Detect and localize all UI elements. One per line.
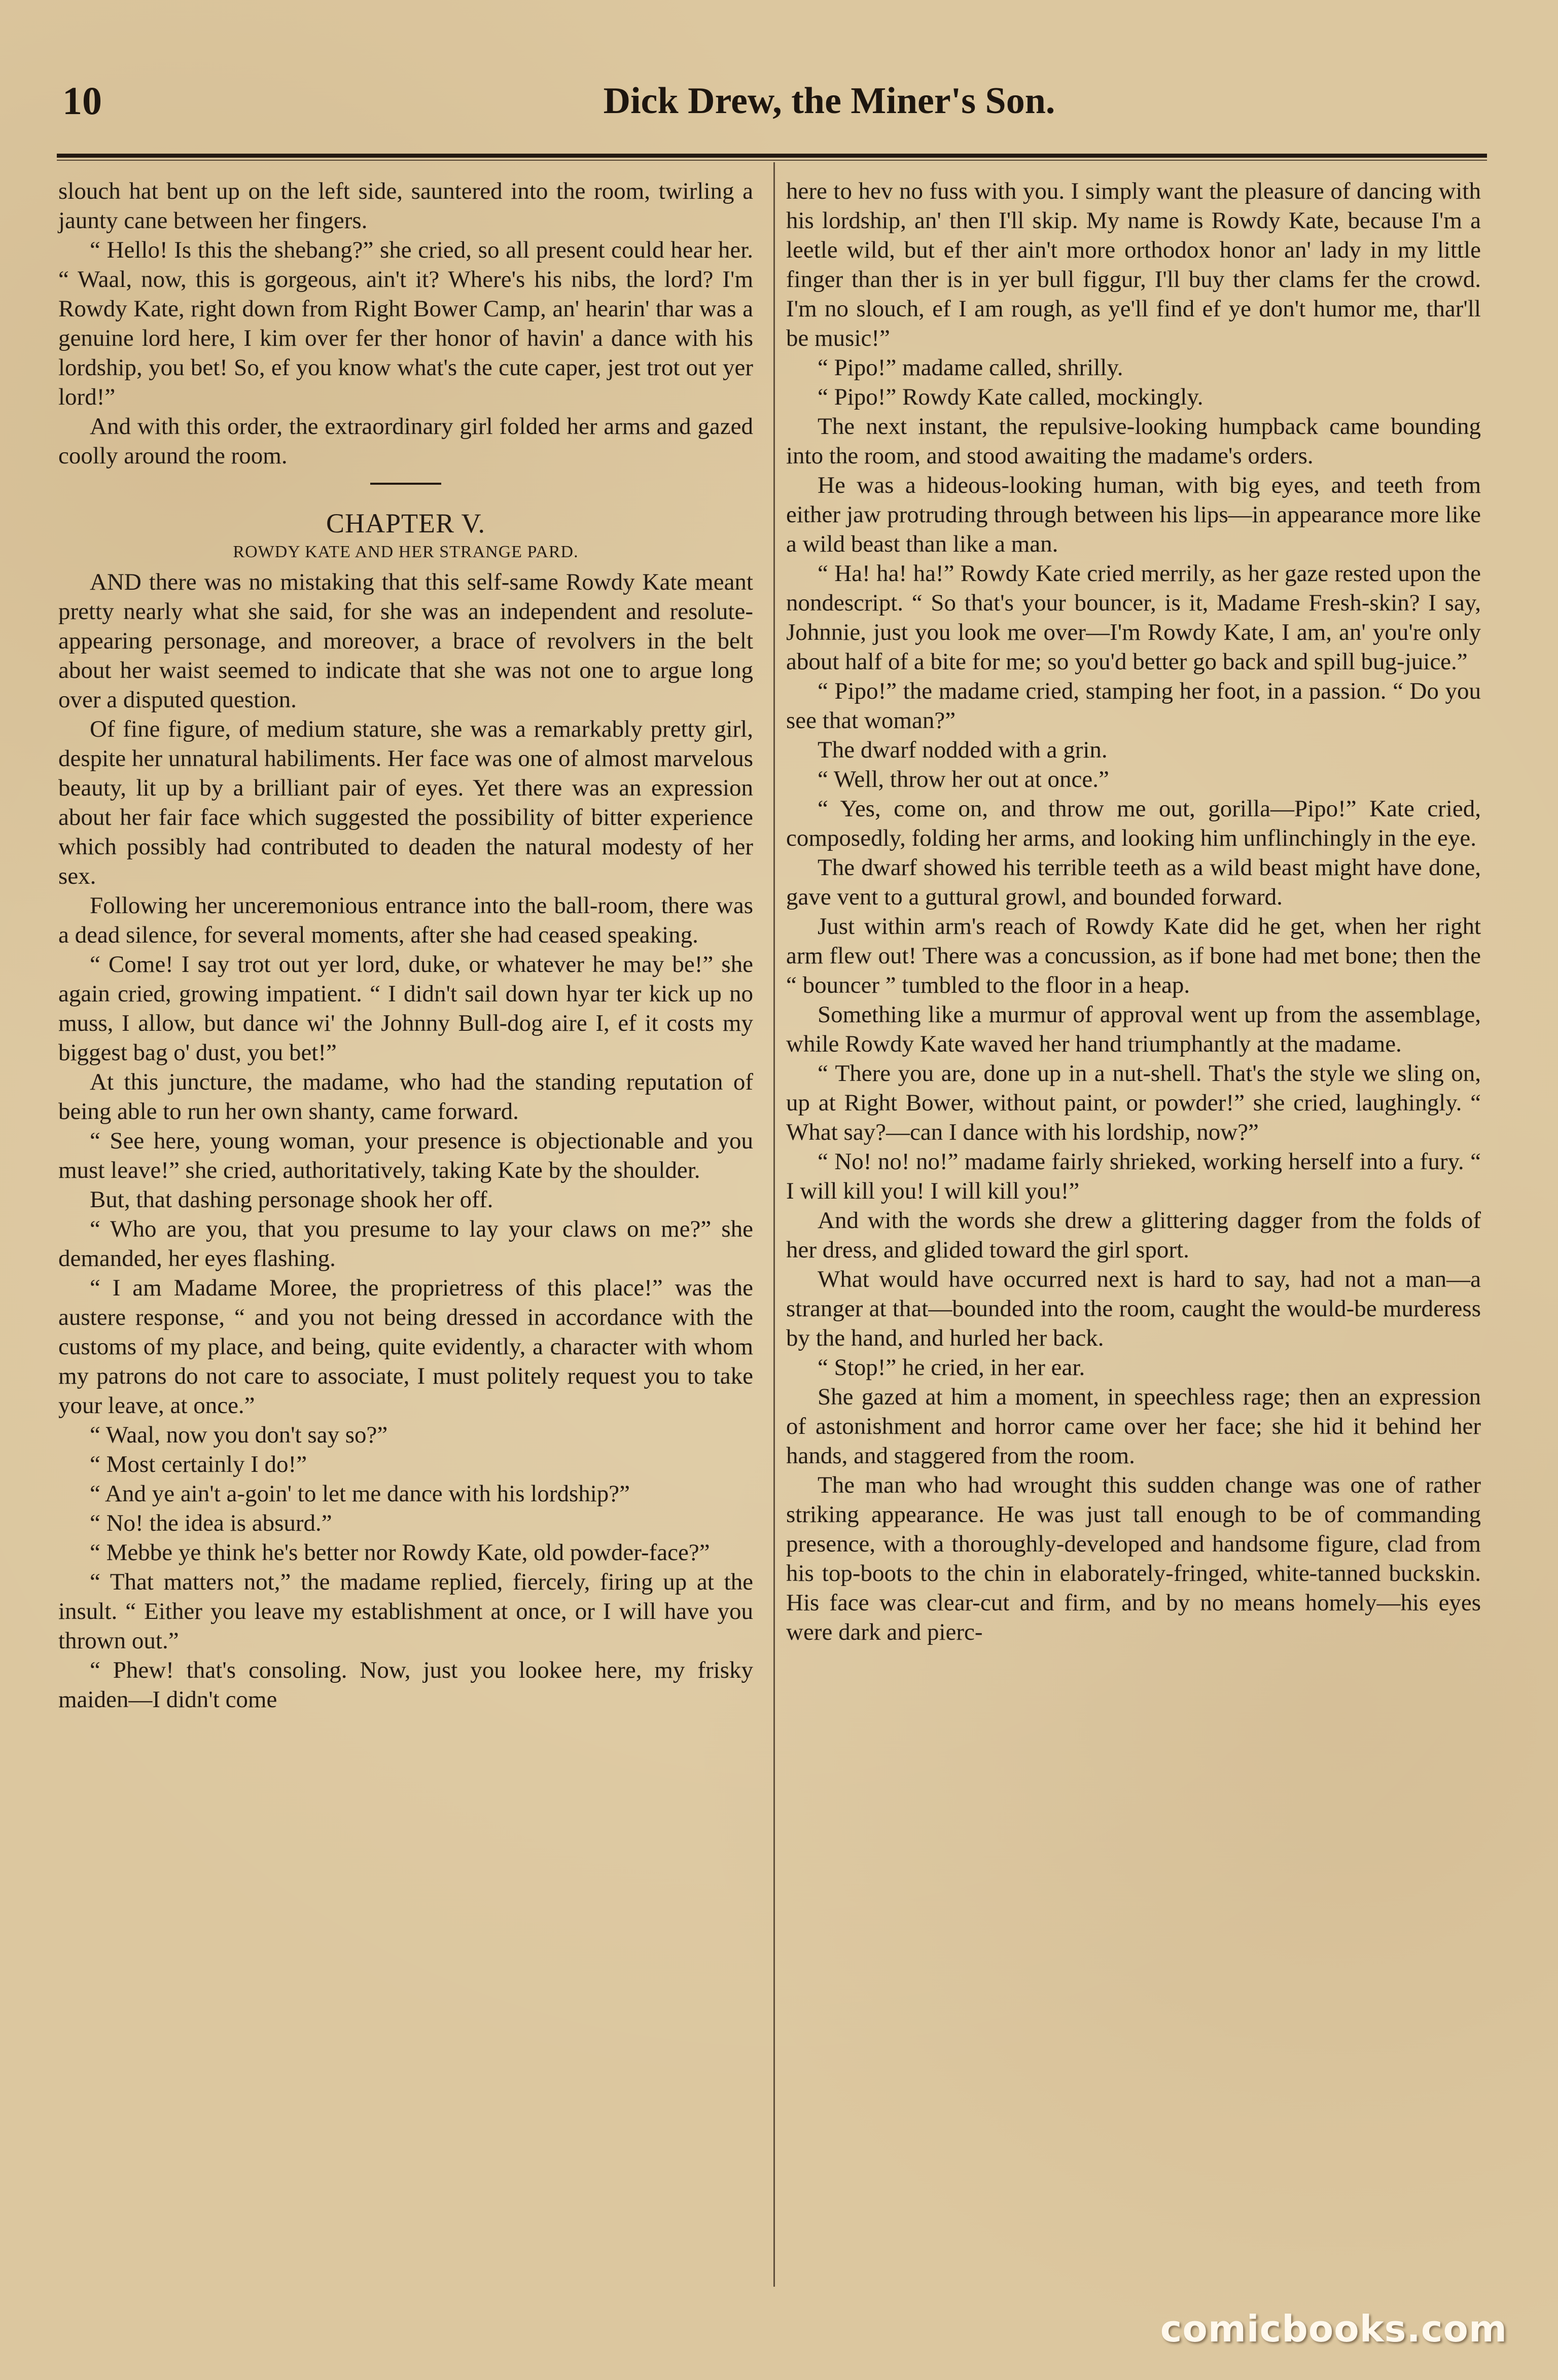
left-paragraph-16: “ No! the idea is absurd.” xyxy=(90,1510,332,1536)
left-paragraph-9: “ See here, young woman, your presence is objectionable and you must leave!” she cried, authoritatively, taking Kate by the shoulder. xyxy=(58,1128,753,1183)
right-paragraph-2: “ Pipo!” madame called, shrilly. xyxy=(818,354,1123,381)
right-paragraph-9: “ Well, throw her out at once.” xyxy=(818,766,1109,792)
right-paragraph-4: The next instant, the repulsive-looking humpback came bounding into the room, and stood awaiting the madame's orders. xyxy=(786,413,1481,469)
left-paragraph-11: “ Who are you, that you presume to lay your claws on me?” she demanded, her eyes flashing. xyxy=(58,1216,753,1272)
right-paragraph-7: “ Pipo!” the madame cried, stamping her foot, in a passion. “ Do you see that woman?” xyxy=(786,678,1481,734)
right-paragraph-12: Just within arm's reach of Rowdy Kate did he get, when her right arm flew out! There was a concussion, as if bone had met bone; then the “ bouncer ” tumbled to the floor in a heap. xyxy=(786,913,1481,998)
right-text-column xyxy=(786,176,1481,1647)
right-paragraph-13: Something like a murmur of approval went up from the assemblage, while Rowdy Kate waved her hand triumphantly at the madame. xyxy=(786,1001,1481,1057)
right-paragraph-19: She gazed at him a moment, in speechless rage; then an expression of astonishment and horror came over her face; she hid it behind her hands, and staggered from the room. xyxy=(786,1384,1481,1469)
header-rule xyxy=(57,154,1487,163)
right-paragraph-3: “ Pipo!” Rowdy Kate called, mockingly. xyxy=(818,384,1203,410)
left-paragraph-3: And with this order, the extraordinary girl folded her arms and gazed coolly around the room. xyxy=(58,413,753,469)
header-rule-thick xyxy=(57,154,1487,158)
left-paragraph-6: Following her unceremonious entrance into the ball-room, there was a dead silence, for several moments, after she had ceased speaking. xyxy=(58,892,753,948)
right-paragraph-8: The dwarf nodded with a grin. xyxy=(818,737,1108,763)
right-paragraph-1: here to hev no fuss with you. I simply want the pleasure of dancing with his lordship, an' then I'll skip. My name is Rowdy Kate, because I'm a leetle wild, but ef ther ain't more orthodox honor an' lady in my little finger than ther is in yer bull figgur, I'll buy ther clams fer the crowd. I'm no slouch, ef I am rough, as ye'll find ef ye don't humor me, thar'll be music!” xyxy=(786,178,1481,351)
right-paragraph-10: “ Yes, come on, and throw me out, gorilla—Pipo!” Kate cried, composedly, folding her arms, and looking him unflinchingly in the eye. xyxy=(786,796,1481,851)
left-paragraph-1: slouch hat bent up on the left side, sauntered into the room, twirling a jaunty cane between her fingers. xyxy=(58,178,753,234)
left-paragraph-15: “ And ye ain't a-goin' to let me dance with his lordship?” xyxy=(90,1481,630,1507)
right-paragraph-6: “ Ha! ha! ha!” Rowdy Kate cried merrily, as her gaze rested upon the nondescript. “ So that's your bouncer, is it, Madame Fresh-skin? I say, Johnnie, just you look me over—I'm Rowdy Kate, I am, an' you're only about half of a bite for me; so you'd better go back and spill bug-juice.” xyxy=(786,560,1481,675)
page-number: 10 xyxy=(62,79,102,123)
header-rule-thin xyxy=(57,160,1487,161)
left-paragraph-7: “ Come! I say trot out yer lord, duke, or whatever he may be!” she again cried, growing impatient. “ I didn't sail down hyar ter kick up no muss, I allow, but dance wi' the Johnny Bull-dog aire I, ef it costs my biggest bag o' dust, you bet!” xyxy=(58,951,753,1066)
right-paragraph-16: And with the words she drew a glittering dagger from the folds of her dress, and glided toward the girl sport. xyxy=(786,1207,1481,1263)
left-paragraph-18: “ That matters not,” the madame replied, fiercely, firing up at the insult. “ Either you leave my establishment at once, or I will have you thrown out.” xyxy=(58,1569,753,1654)
left-paragraph-10: But, that dashing personage shook her off. xyxy=(90,1186,493,1213)
left-paragraph-5: Of fine figure, of medium stature, she was a remarkably pretty girl, despite her unnatural habiliments. Her face was one of almost marvelous beauty, lit up by a brilliant pair of eyes. Yet there was an expression about her fair face which suggested the possibility of bitter experience which possibly had contributed to deaden the natural modesty of her sex. xyxy=(58,716,753,889)
left-paragraph-19: “ Phew! that's consoling. Now, just you lookee here, my frisky maiden—I didn't come xyxy=(58,1657,753,1713)
chapter-separator-rule xyxy=(370,483,441,485)
left-paragraph-17: “ Mebbe ye think he's better nor Rowdy Kate, old powder-face?” xyxy=(90,1539,710,1566)
book-title-header: Dick Drew, the Miner's Son. xyxy=(603,80,1055,122)
watermark-text: comicbooks.com xyxy=(1160,2307,1507,2350)
right-paragraph-5: He was a hideous-looking human, with big eyes, and teeth from either jaw protruding through between his lips—in appearance more like a wild beast than like a man. xyxy=(786,472,1481,557)
left-paragraph-8: At this juncture, the madame, who had the standing reputation of being able to run her own shanty, came forward. xyxy=(58,1069,753,1125)
page-header xyxy=(58,81,1489,127)
left-paragraph-12: “ I am Madame Moree, the proprietress of this place!” was the austere response, “ and you not being dressed in accordance with the customs of my place, and being, quite evidently, a character with whom my patrons do not care to associate, I must politely request you to take your leave, at once.” xyxy=(58,1275,753,1419)
right-paragraph-15: “ No! no! no!” madame fairly shrieked, working herself into a fury. “ I will kill you! I will kill you!” xyxy=(786,1148,1481,1204)
column-divider xyxy=(773,162,775,2287)
chapter-subtitle: ROWDY KATE AND HER STRANGE PARD. xyxy=(233,543,579,561)
left-paragraph-2: “ Hello! Is this the shebang?” she cried, so all present could hear her. “ Waal, now, this is gorgeous, ain't it? Where's his nibs, the lord? I'm Rowdy Kate, right down from Right Bower Camp, an' hearin' thar was a genuine lord here, I kim over fer ther honor of havin' a dance with his lordship, you bet! So, ef you know what's the cute caper, jest trot out yer lord!” xyxy=(58,237,753,410)
right-paragraph-14: “ There you are, done up in a nut-shell. That's the style we sling on, up at Right Bower, without paint, or powder!” she cried, laughingly. “ What say?—can I dance with his lordship, now?” xyxy=(786,1060,1481,1145)
right-paragraph-18: “ Stop!” he cried, in her ear. xyxy=(818,1354,1085,1381)
right-paragraph-17: What would have occurred next is hard to say, had not a man—a stranger at that—bounded into the room, caught the would-be murderess by the hand, and hurled her back. xyxy=(786,1266,1481,1351)
left-paragraph-4: AND there was no mistaking that this self-same Rowdy Kate meant pretty nearly what she said, for she was an independent and resolute-appearing personage, and moreover, a brace of revolvers in the belt about her waist seemed to indicate that she was not one to argue long over a disputed question. xyxy=(58,569,753,713)
right-paragraph-20: The man who had wrought this sudden change was one of rather striking appearance. He was just tall enough to be of commanding presence, with a thoroughly-developed and handsome figure, clad from his top-boots to the chin in elaborately-fringed, white-tanned buckskin. His face was clear-cut and firm, and by no means homely—his eyes were dark and pierc- xyxy=(786,1472,1481,1645)
left-text-column xyxy=(58,176,753,1714)
right-paragraph-11: The dwarf showed his terrible teeth as a wild beast might have done, gave vent to a guttural growl, and bounded forward. xyxy=(786,854,1481,910)
left-paragraph-14: “ Most certainly I do!” xyxy=(90,1451,307,1477)
left-paragraph-13: “ Waal, now you don't say so?” xyxy=(90,1422,388,1448)
chapter-title: CHAPTER V. xyxy=(326,508,486,538)
